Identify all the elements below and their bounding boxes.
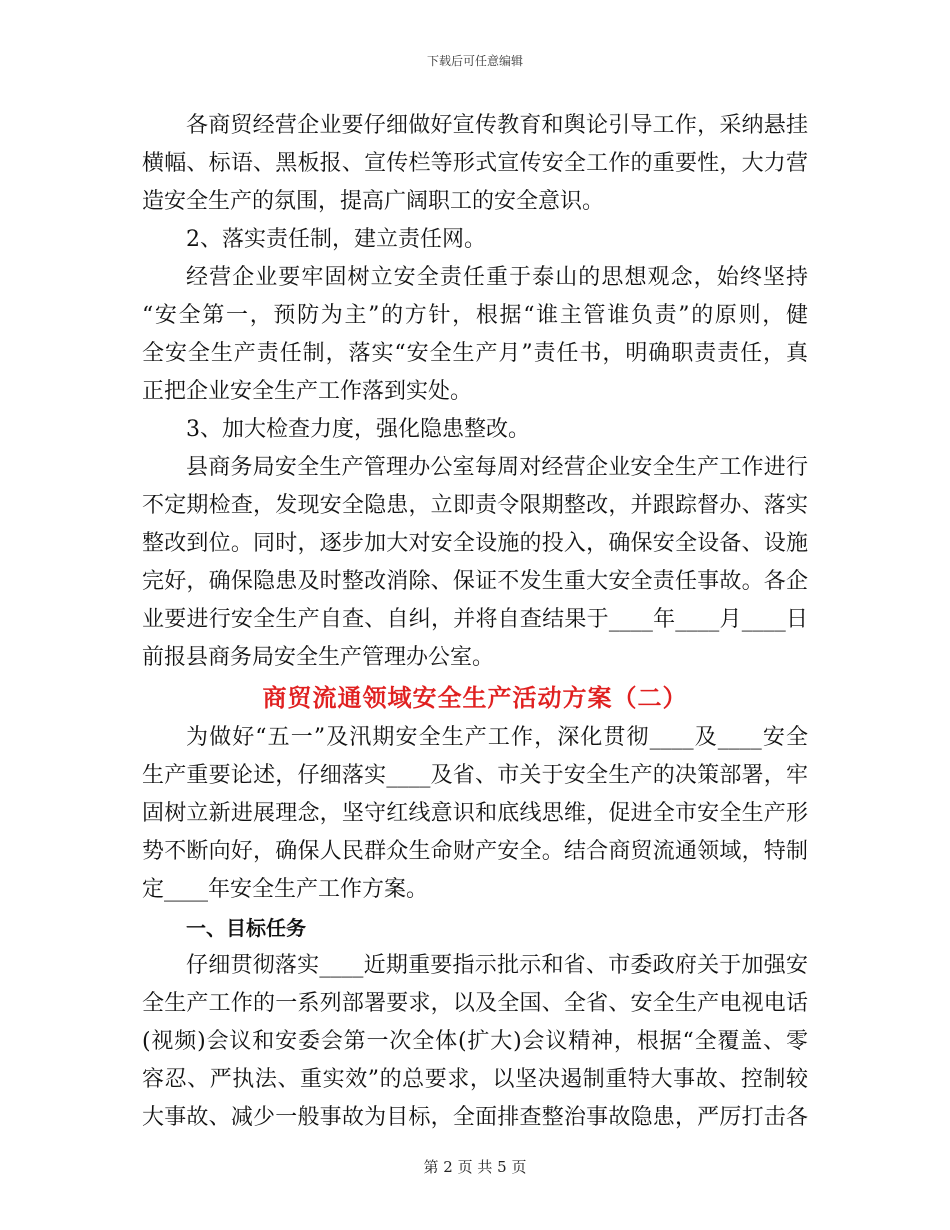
paragraph-line: “安全第一，预防为主”的方针，根据“谁主管谁负责”的原则，健 <box>142 303 808 328</box>
paragraph-line: 经营企业要牢固树立安全责任重于泰山的思想观念，始终坚持 <box>186 265 808 290</box>
list-item-heading: 3、加大检查力度，强化隐患整改。 <box>186 417 530 442</box>
page-header: 下载后可任意编辑 <box>426 54 523 68</box>
paragraph-line: 定____年安全生产工作方案。 <box>142 877 429 902</box>
paragraph-line: 县商务局安全生产管理办公室每周对经营企业安全生产工作进行 <box>186 455 808 480</box>
document-body <box>142 107 808 1137</box>
paragraph-line: 横幅、标语、黑板报、宣传栏等形式宣传安全工作的重要性，大力营 <box>142 151 808 176</box>
paragraph-line: 业要进行安全生产自查、自纠，并将自查结果于____年____月____日 <box>142 607 808 632</box>
paragraph-line: 势不断向好，确保人民群众生命财产安全。结合商贸流通领域，特制 <box>142 839 808 864</box>
list-item-heading: 2、落实责任制，建立责任网。 <box>186 227 486 252</box>
paragraph-line: 生产重要论述，仔细落实____及省、市关于安全生产的决策部署，牢 <box>142 763 808 788</box>
paragraph-line: 全生产工作的一系列部署要求，以及全国、全省、安全生产电视电话 <box>142 991 808 1016</box>
page-footer: 第 2 页 共 5 页 <box>423 1158 527 1176</box>
paragraph-line: 固树立新进展理念，坚守红线意识和底线思维，促进全市安全生产形 <box>142 801 808 826</box>
paragraph-line: 为做好“五一”及汛期安全生产工作，深化贯彻____及____安全 <box>186 725 808 750</box>
paragraph-line: 各商贸经营企业要仔细做好宣传教育和舆论引导工作，采纳悬挂 <box>186 113 808 138</box>
paragraph-line: 完好，确保隐患及时整改消除、保证不发生重大安全责任事故。各企 <box>142 569 808 594</box>
paragraph-line: 仔细贯彻落实____近期重要指示批示和省、市委政府关于加强安 <box>186 953 808 978</box>
paragraph-line: 全安全生产责任制，落实“安全生产月”责任书，明确职责责任，真 <box>142 341 808 366</box>
section-heading: 一、目标任务 <box>186 916 306 940</box>
section-title: 商贸流通领域安全生产活动方案（二） <box>262 683 688 712</box>
paragraph-line: 整改到位。同时，逐步加大对安全设施的投入，确保安全设备、设施 <box>142 531 808 556</box>
paragraph-line: 前报县商务局安全生产管理办公室。 <box>142 645 495 670</box>
paragraph-line: 正把企业安全生产工作落到实处。 <box>142 379 473 404</box>
paragraph-line: 容忍、严执法、重实效”的总要求，以坚决遏制重特大事故、控制较 <box>142 1067 808 1092</box>
paragraph-line: 造安全生产的氛围，提高广阔职工的安全意识。 <box>142 189 605 214</box>
paragraph-line: (视频)会议和安委会第一次全体(扩大)会议精神，根据“全覆盖、零 <box>142 1029 808 1054</box>
paragraph-line: 大事故、减少一般事故为目标，全面排查整治事故隐患，严厉打击各 <box>142 1105 808 1130</box>
paragraph-line: 不定期检查，发现安全隐患，立即责令限期整改，并跟踪督办、落实 <box>142 493 808 518</box>
